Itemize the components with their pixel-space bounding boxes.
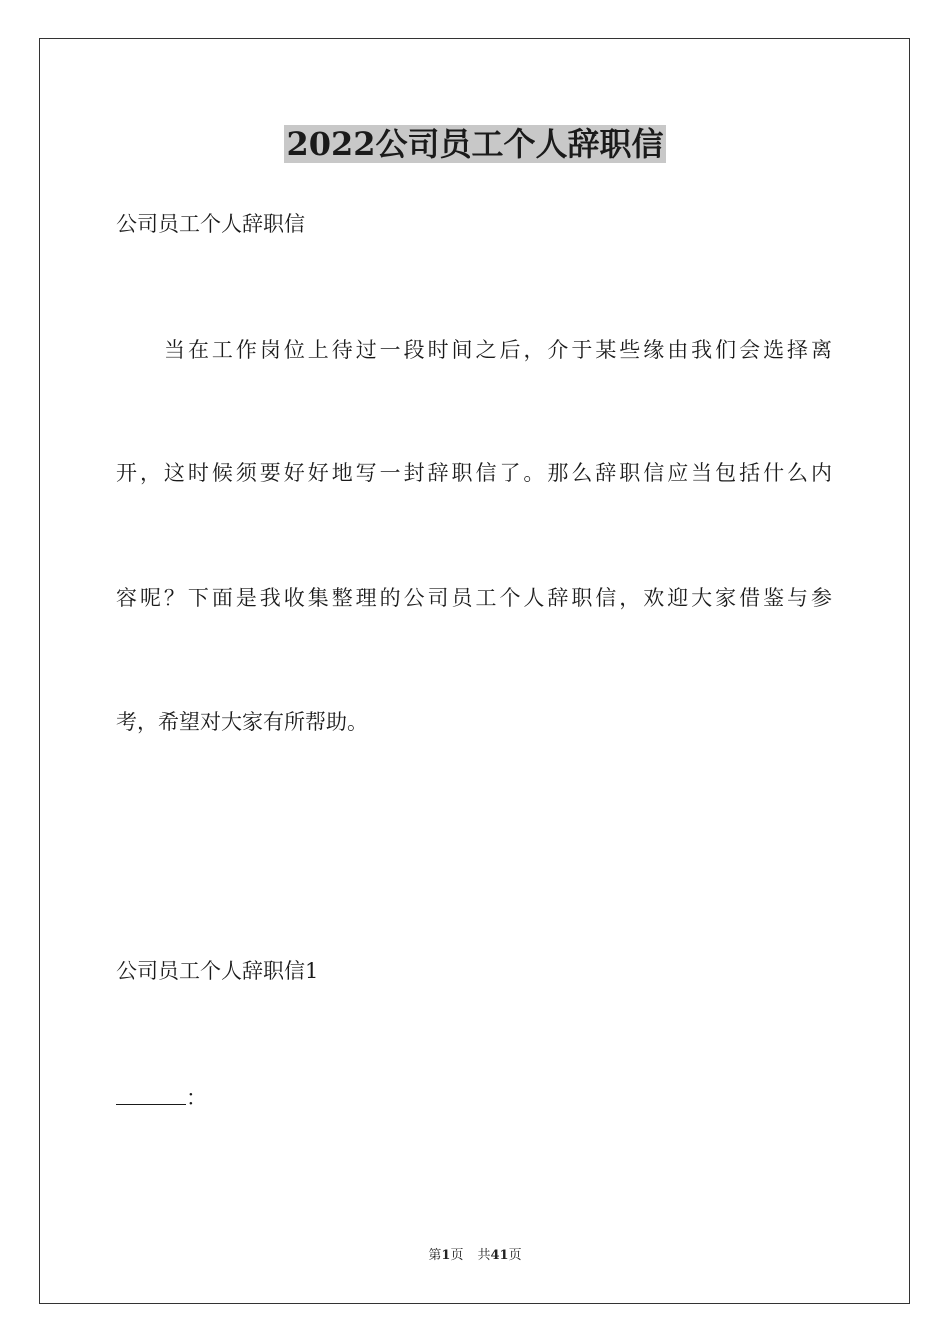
- footer-page-suffix: 页: [450, 1248, 464, 1263]
- section-heading: 公司员工个人辞职信1: [116, 959, 319, 983]
- intro-line-2: 开，这时候须要好好地写一封辞职信了。那么辞职信应当包括什么内: [116, 461, 832, 485]
- document-title-text: 2022公司员工个人辞职信: [286, 125, 664, 163]
- salutation-blank: [116, 1082, 186, 1105]
- salutation-colon: ：: [186, 1086, 207, 1110]
- footer-page-prefix: 第: [428, 1248, 442, 1263]
- document-title: [0, 122, 950, 166]
- subtitle: 公司员工个人辞职信: [116, 212, 305, 236]
- intro-line-4: 考，希望对大家有所帮助。: [116, 710, 368, 734]
- footer-total-prefix: 共: [477, 1248, 491, 1263]
- footer-total-pages: 41: [490, 1248, 509, 1263]
- salutation: [116, 1082, 832, 1113]
- page-footer: [0, 1247, 950, 1265]
- footer-total-suffix: 页: [508, 1248, 522, 1263]
- intro-line-3: 容呢？下面是我收集整理的公司员工个人辞职信，欢迎大家借鉴与参: [116, 586, 832, 610]
- intro-line-1: 当在工作岗位上待过一段时间之后，介于某些缘由我们会选择离: [164, 338, 832, 362]
- footer-page-number: 1: [441, 1248, 451, 1263]
